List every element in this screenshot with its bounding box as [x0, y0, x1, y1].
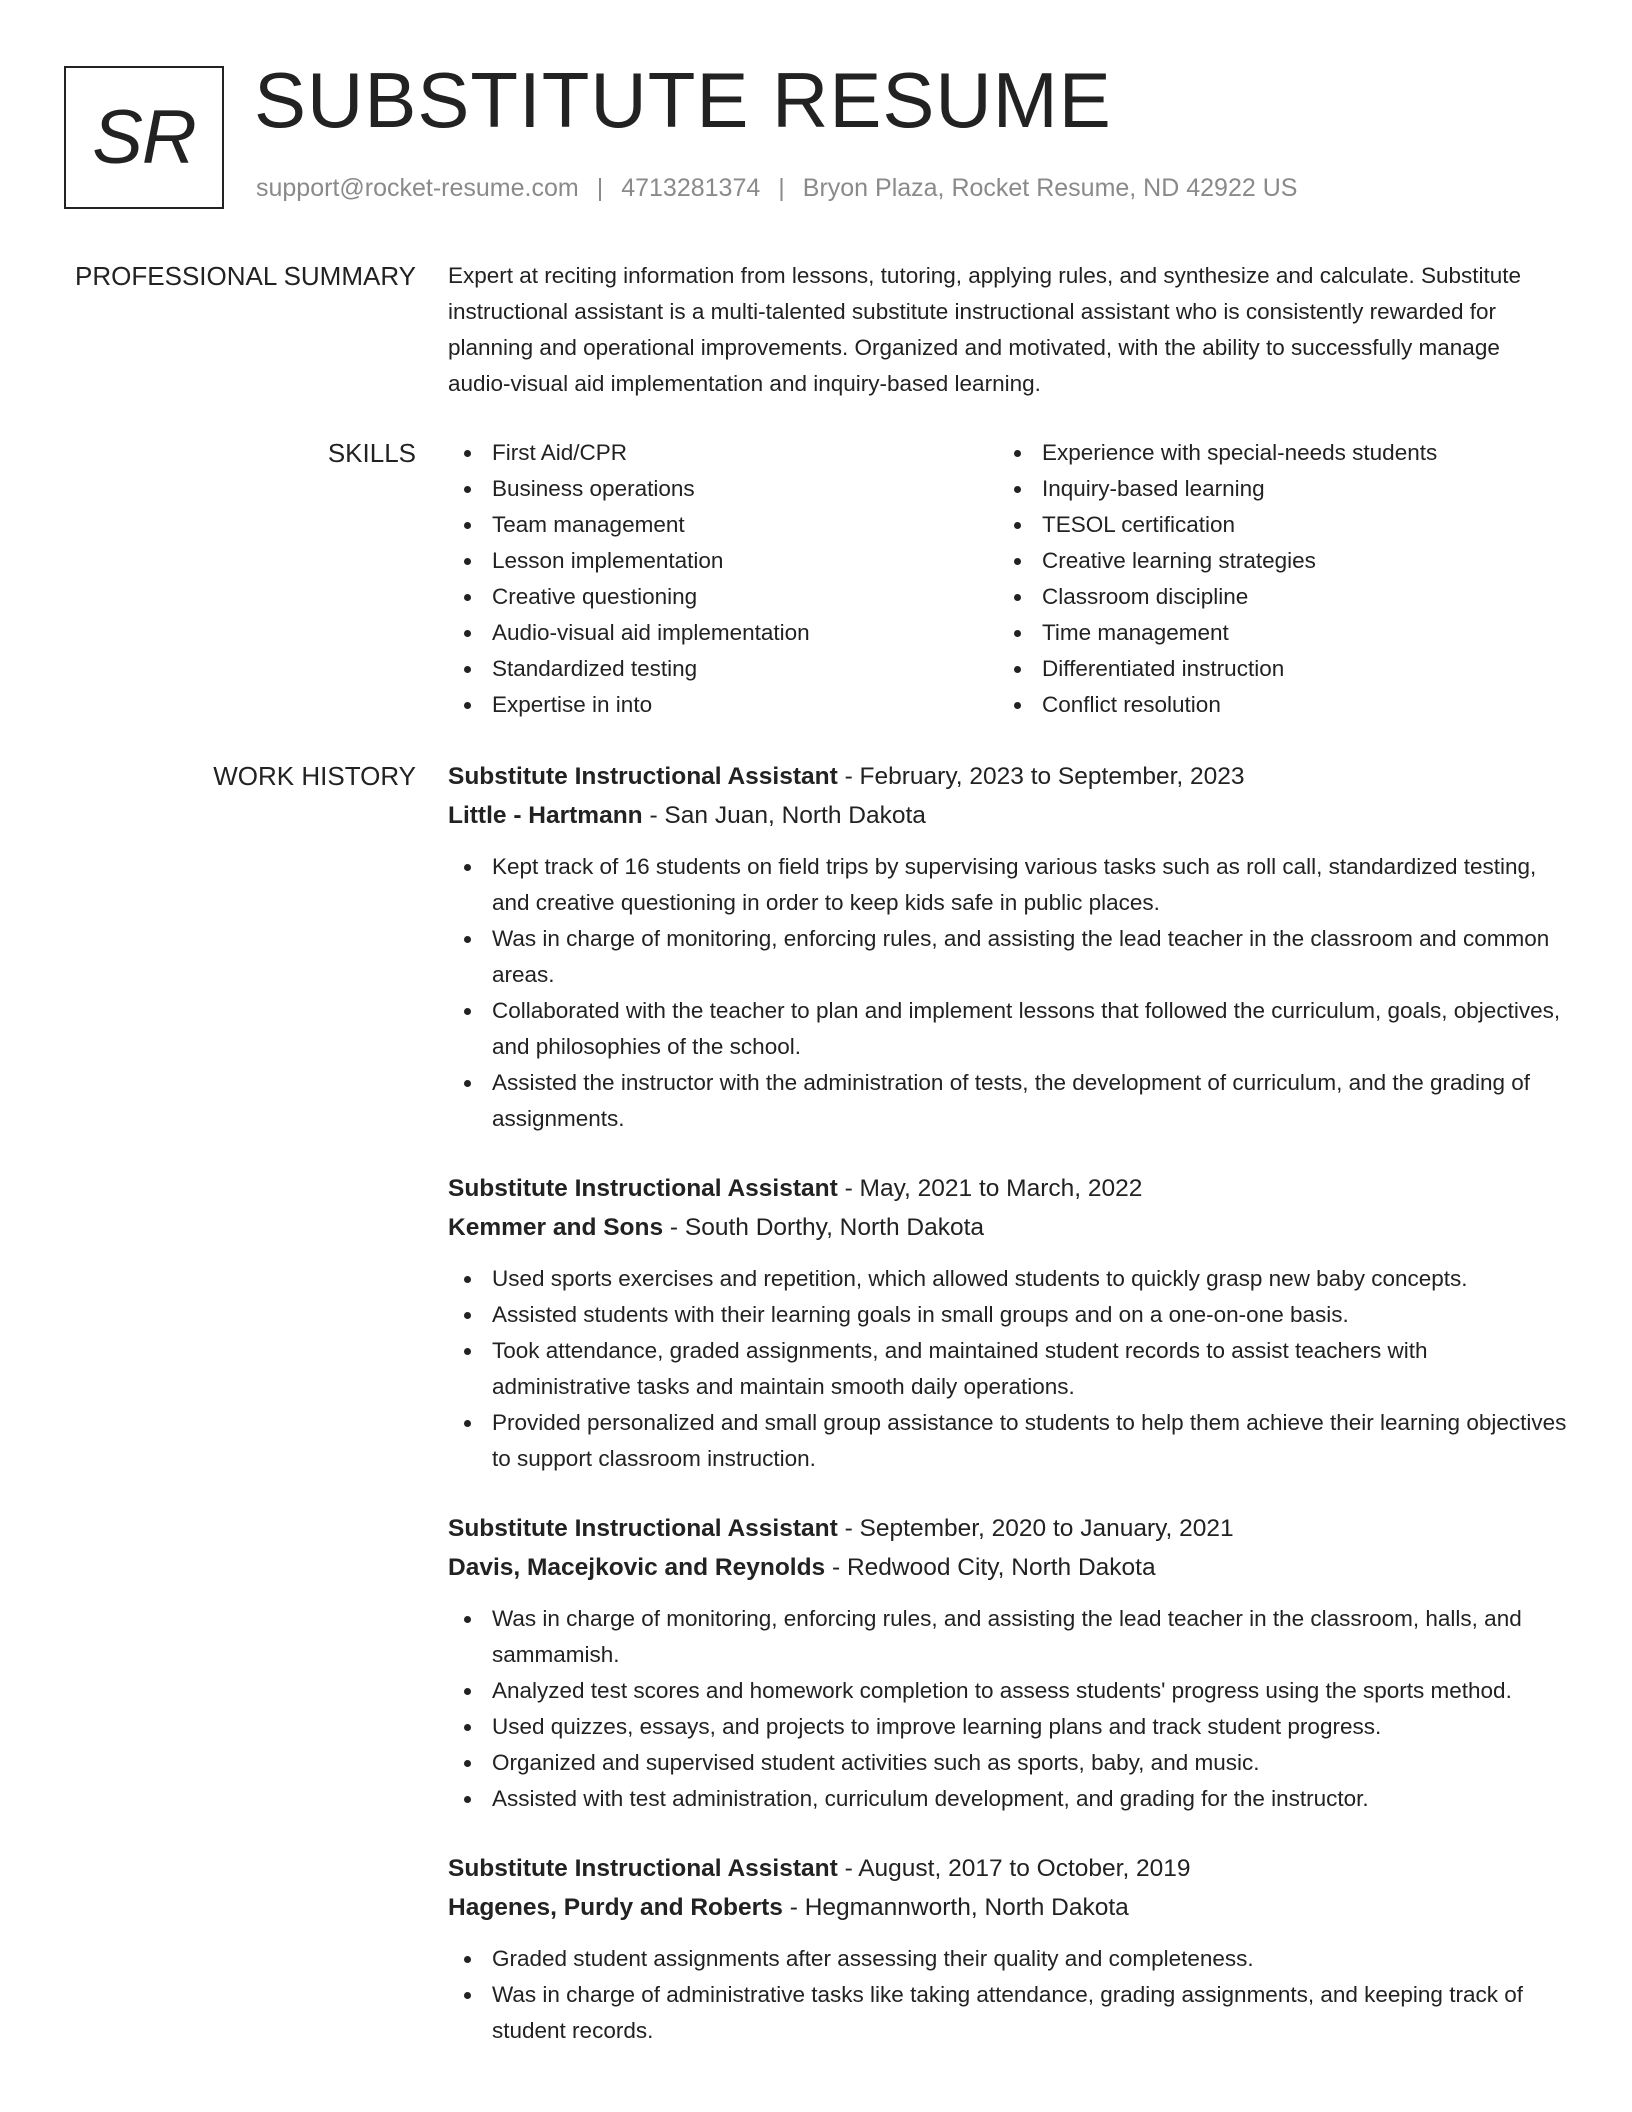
skill-item: Differentiated instruction: [998, 651, 1548, 687]
job-bullet: Took attendance, graded assignments, and maintained student records to assist teachers with administrative tasks and maintain smooth daily operations.: [448, 1333, 1568, 1405]
job-dates: - August, 2017 to October, 2019: [837, 1855, 1191, 1882]
skill-item: TESOL certification: [998, 507, 1548, 543]
job-bullet: Assisted the instructor with the administration of tests, the development of curriculum, and the grading of assignments.: [448, 1065, 1568, 1137]
job-bullet: Was in charge of monitoring, enforcing rules, and assisting the lead teacher in the classroom, halls, and sammamish.: [448, 1601, 1568, 1673]
summary-text: Expert at reciting information from lessons, tutoring, applying rules, and synthesize and calculate. Substitute instructional assistant is a multi-talented substitute instructional assistant who is consistently rewarded for planning and operational improvements. Organized and motivated, with the ability to successfully manage audio-visual aid implementation and inquiry-based learning.: [448, 263, 1522, 396]
skill-item: Business operations: [448, 471, 998, 507]
contact-line: [256, 174, 1297, 203]
job-title-line: [448, 1509, 1568, 1548]
job-bullet: Was in charge of administrative tasks like taking attendance, grading assignments, and keeping track of student records.: [448, 1977, 1568, 2049]
skills-heading: SKILLS: [327, 438, 416, 468]
summary-heading: PROFESSIONAL SUMMARY: [75, 261, 416, 291]
job-company: Davis, Macejkovic and Reynolds: [448, 1554, 826, 1581]
job-bullet: Used sports exercises and repetition, which allowed students to quickly grasp new baby concepts.: [448, 1261, 1568, 1297]
skill-item: Lesson implementation: [448, 543, 998, 579]
work-history-heading: WORK HISTORY: [213, 761, 416, 791]
skill-item: Team management: [448, 507, 998, 543]
job-title: Substitute Instructional Assistant: [448, 1855, 838, 1882]
job-bullet: Assisted students with their learning goals in small groups and on a one-on-one basis.: [448, 1297, 1568, 1333]
job-dates: - September, 2020 to January, 2021: [837, 1515, 1234, 1542]
skill-item: Audio-visual aid implementation: [448, 615, 998, 651]
skills-list-left: [448, 435, 998, 723]
contact-phone[interactable]: 4713281374: [621, 174, 761, 202]
job-entry: [448, 757, 1568, 1137]
skill-item: Creative questioning: [448, 579, 998, 615]
job-entry: [448, 1169, 1568, 1477]
job-company-line: [448, 1208, 1568, 1247]
skill-item: Experience with special-needs students: [998, 435, 1548, 471]
job-title: Substitute Instructional Assistant: [448, 1515, 838, 1542]
job-title-line: [448, 1169, 1568, 1208]
job-company: Little - Hartmann: [448, 802, 643, 829]
skill-item: Expertise in into: [448, 687, 998, 723]
skill-item: Time management: [998, 615, 1548, 651]
contact-separator: |: [778, 174, 785, 202]
job-list: [448, 757, 1568, 2081]
skills-list-right: [998, 435, 1548, 723]
job-bullets: [448, 1261, 1568, 1477]
job-location: - San Juan, North Dakota: [642, 802, 926, 829]
resume-name: SUBSTITUTE RESUME: [254, 56, 1112, 144]
contact-separator: |: [596, 174, 604, 202]
job-bullet: Collaborated with the teacher to plan and implement lessons that followed the curriculum, goals, objectives, and philosophies of the school.: [448, 993, 1568, 1065]
job-dates: - February, 2023 to September, 2023: [837, 763, 1245, 790]
job-entry: [448, 1849, 1568, 2049]
job-bullet: Was in charge of monitoring, enforcing rules, and assisting the lead teacher in the classroom and common areas.: [448, 921, 1568, 993]
skill-item: First Aid/CPR: [448, 435, 998, 471]
contact-email[interactable]: support@rocket-resume.com: [256, 174, 579, 202]
contact-address: Bryon Plaza, Rocket Resume, ND 42922 US: [802, 174, 1298, 202]
job-bullet: Analyzed test scores and homework completion to assess students' progress using the sports method.: [448, 1673, 1568, 1709]
monogram-box: [64, 66, 224, 209]
job-title-line: [448, 757, 1568, 796]
skill-item: Conflict resolution: [998, 687, 1548, 723]
job-bullet: Provided personalized and small group assistance to students to help them achieve their learning objectives to support classroom instruction.: [448, 1405, 1568, 1477]
job-location: - South Dorthy, North Dakota: [663, 1214, 985, 1241]
job-company: Kemmer and Sons: [448, 1214, 664, 1241]
job-company-line: [448, 1548, 1568, 1587]
job-company-line: [448, 1888, 1568, 1927]
skill-item: Creative learning strategies: [998, 543, 1548, 579]
job-bullets: [448, 849, 1568, 1137]
skill-item: Inquiry-based learning: [998, 471, 1548, 507]
job-title: Substitute Instructional Assistant: [448, 1175, 838, 1202]
job-bullets: [448, 1941, 1568, 2049]
job-dates: - May, 2021 to March, 2022: [837, 1175, 1143, 1202]
job-bullet: Kept track of 16 students on field trips by supervising various tasks such as roll call, standardized testing, and creative questioning in order to keep kids safe in public places.: [448, 849, 1568, 921]
job-title-line: [448, 1849, 1568, 1888]
job-bullet: Assisted with test administration, curriculum development, and grading for the instructor.: [448, 1781, 1568, 1817]
job-entry: [448, 1509, 1568, 1817]
job-bullet: Used quizzes, essays, and projects to improve learning plans and track student progress.: [448, 1709, 1568, 1745]
monogram-initials: SR: [92, 95, 196, 180]
job-location: - Hegmannworth, North Dakota: [782, 1894, 1129, 1921]
job-bullets: [448, 1601, 1568, 1817]
job-location: - Redwood City, North Dakota: [825, 1554, 1156, 1581]
job-company-line: [448, 796, 1568, 835]
job-bullet: Organized and supervised student activities such as sports, baby, and music.: [448, 1745, 1568, 1781]
job-bullet: Graded student assignments after assessing their quality and completeness.: [448, 1941, 1568, 1977]
job-title: Substitute Instructional Assistant: [448, 763, 838, 790]
job-company: Hagenes, Purdy and Roberts: [448, 1894, 783, 1921]
skill-item: Classroom discipline: [998, 579, 1548, 615]
skill-item: Standardized testing: [448, 651, 998, 687]
